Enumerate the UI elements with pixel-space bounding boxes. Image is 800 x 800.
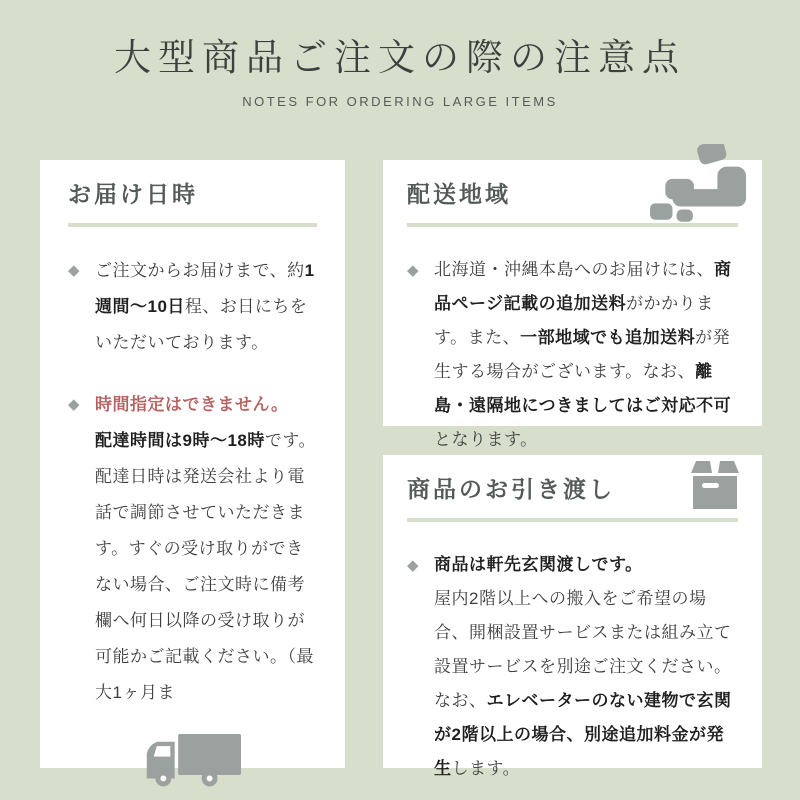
- lead-text-bold: 商品は軒先玄関渡しです。: [434, 554, 643, 574]
- delivery-datetime-bullet-1: [68, 253, 317, 361]
- diamond-bullet-icon: ◆: [68, 395, 80, 413]
- bullet-text: [95, 387, 317, 711]
- text-segment-bold: 一部地域でも追加送料: [520, 327, 696, 347]
- text-segment: します。: [451, 758, 521, 778]
- text-segment: 屋内2階以上への搬入をご希望の場合、開梱設置サービスまたは組み立て設置サービスを別途ご注文ください。なお、: [434, 588, 732, 710]
- truck-icon: [68, 733, 317, 789]
- panel-handover: [383, 455, 762, 778]
- diamond-bullet-icon: ◆: [407, 556, 419, 574]
- panel-delivery-area-title: 配送地域: [407, 181, 511, 207]
- text-segment-bold: 配達時間は9時〜18時: [95, 430, 265, 450]
- diamond-bullet-icon: ◆: [68, 261, 80, 279]
- text-segment: 北海道・沖縄本島へのお届けには、: [434, 259, 714, 279]
- panel-handover-title: 商品のお引き渡し: [407, 476, 615, 502]
- divider: [68, 223, 317, 227]
- panel-delivery-datetime: [40, 160, 345, 768]
- text-segment: ご注文からお届けまで、約: [95, 260, 305, 280]
- text-segment-bold: 1週間〜10日: [95, 260, 315, 316]
- panel-delivery-datetime-title: お届け日時: [68, 181, 198, 207]
- delivery-area-bullet-1: [407, 253, 738, 457]
- bullet-text: [434, 548, 738, 786]
- panel-delivery-area: [383, 160, 762, 449]
- text-segment: となります。: [434, 429, 538, 449]
- text-segment: が発生する場合がございます。なお、: [434, 327, 731, 381]
- text-segment-bold: 離島・遠隔地につきましてはご対応不可: [434, 361, 732, 415]
- page-title: 大型商品ご注文の際の注意点: [114, 37, 686, 78]
- warning-text: 時間指定はできません。: [95, 394, 289, 414]
- diamond-bullet-icon: ◆: [407, 261, 419, 279]
- page-header: [0, 0, 800, 109]
- text-segment-bold: エレベーターのない建物で玄関が2階以上の場合、別途追加料金が発生: [434, 690, 732, 778]
- page-subtitle: NOTES FOR ORDERING LARGE ITEMS: [242, 94, 558, 110]
- bullet-text: [95, 253, 317, 361]
- box-icon: [690, 459, 740, 511]
- divider: [407, 518, 738, 522]
- text-segment-bold: 商品ページ記載の追加送料: [434, 259, 732, 313]
- armchair-icon: [650, 144, 746, 224]
- text-segment: です。配達日時は発送会社より電話で調節させていただきます。すぐの受け取りができない場合、ご注文時に備考欄へ何日以降の受け取りが可能かご記載ください。（最大1ヶ月ま: [95, 430, 317, 702]
- handover-bullet-1: [407, 548, 738, 786]
- text-segment: 程、お日にちをいただいております。: [95, 296, 308, 352]
- delivery-datetime-bullet-2: [68, 387, 317, 711]
- text-segment: がかかります。また、: [434, 293, 714, 347]
- bullet-text: [434, 253, 738, 457]
